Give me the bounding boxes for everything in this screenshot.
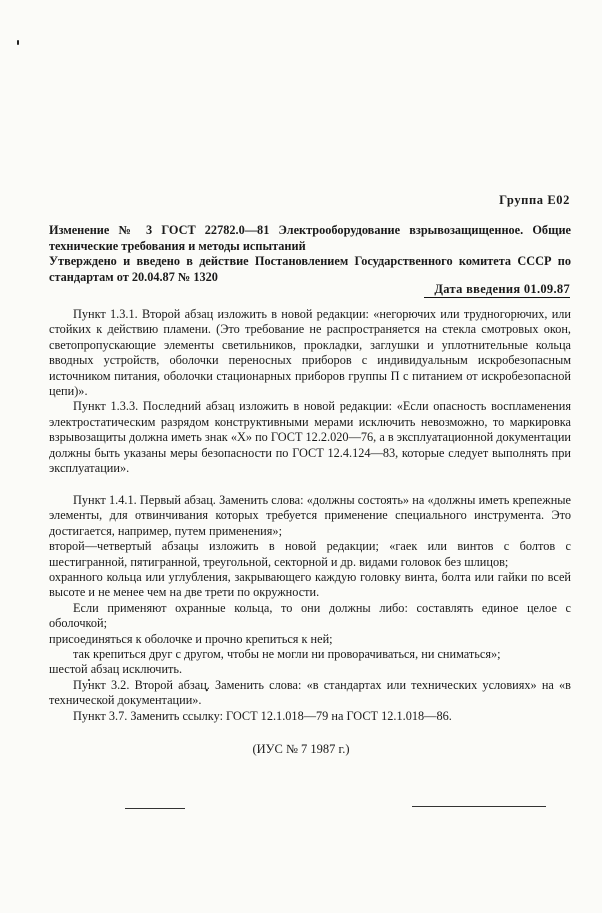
paragraph-fasten: так крепиться друг с другом, чтобы не могли ни проворачиваться, ни сниматься»;	[73, 647, 501, 662]
amendment-text-part1	[49, 307, 571, 476]
paragraph-3-2: Пункт 3.2. Второй абзац. Заменить слова: «в стандартах или технических условиях» на «в технической документации».	[49, 677, 571, 708]
paragraph-3-7: Пункт 3.7. Заменить ссылку: ГОСТ 12.1.018—79 на ГОСТ 12.1.018—86.	[73, 708, 452, 723]
paragraph-guard-ring: охранного кольца или углубления, закрывающего каждую головку винта, болта или гайки по всей высоте и не менее чем на две трети по окружности.	[49, 570, 571, 600]
date-underline	[424, 297, 570, 298]
footer-rule-left	[125, 808, 185, 809]
paragraph-sixth-excluded: шестой абзац исключить.	[49, 662, 183, 677]
paragraph-1-4-1: Пункт 1.4.1. Первый абзац. Заменить слова: «должны состоять» на «должны иметь крепежные элементы, для отвинчивания которых требуется применение специального инструмента. Это достигается, например, путем применения»;	[49, 493, 571, 538]
paragraph-1-3-3: Пункт 1.3.3. Последний абзац изложить в новой редакции: «Если опасность воспламенения электростатическим разрядом конструктивными мерами исключить невозможно, то маркировка взрывозащиты должна иметь знак «Х» по ГОСТ 12.2.020—76, а в эксплуатационной документации должны быть указаны меры безопасности по ГОСТ 12.4.124—83, которые следует выполнять при эксплуатации».	[49, 399, 571, 476]
group-code: Группа Е02	[499, 193, 570, 207]
approval-statement: Утверждено и введено в действие Постановлением Государственного комитета СССР по стандартам от 20.04.87 № 1320	[49, 254, 571, 284]
paragraph-guard-rings-used: Если применяют охранные кольца, то они должны либо: составлять единое целое с оболочкой;	[49, 600, 571, 631]
source-reference: (ИУС № 7 1987 г.)	[252, 742, 350, 756]
paragraph-1-3-1: Пункт 1.3.1. Второй абзац изложить в новой редакции: «негорючих или трудногорючих, или стойких к действию пламени. (Это требование не распространяется на стекла смотровых окон, светопропускающие элементы светильников, прокладки, заглушки и уплотнительные кольца вводных устройств, оболочки переносных приборов с индивидуальным искробезопасным источником питания, оболочки стационарных приборов группы П с питанием от искробезопасной цепи)».	[49, 307, 571, 399]
amendment-text-part2	[49, 493, 571, 724]
paragraph-attach: присоединяться к оболочке и прочно крепиться к ней;	[49, 631, 333, 646]
change-title: Изменение № 3 ГОСТ 22782.0—81 Электрооборудование взрывозащищенное. Общие технические требования и методы испытаний	[49, 223, 571, 253]
scan-speck	[17, 40, 19, 45]
footer-rule-right	[412, 806, 546, 807]
paragraph-second-fourth: второй—четвертый абзацы изложить в новой редакции; «гаек или винтов с болтов с шестигранной, пятигранной, треугольной, секторной и др. видами головок без шлицов;	[49, 539, 571, 569]
effective-date: Дата введения 01.09.87	[434, 282, 570, 296]
